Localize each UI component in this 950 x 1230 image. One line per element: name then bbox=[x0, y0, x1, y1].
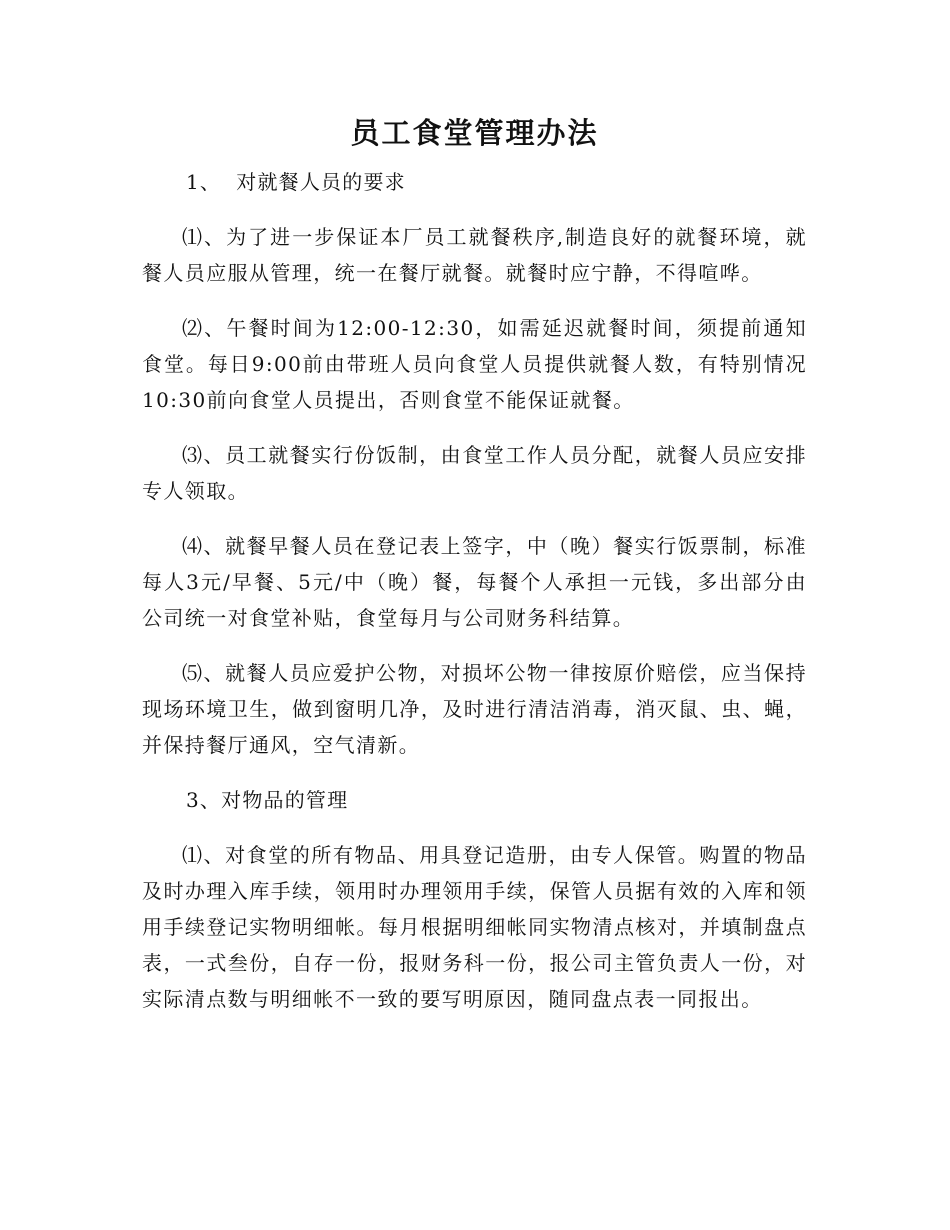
section-heading-dining-requirements: 1、 对就餐人员的要求 bbox=[186, 170, 406, 194]
paragraph-portion-system: ⑶、员工就餐实行份饭制，由食堂工作人员分配，就餐人员应安排专人领取。 bbox=[142, 443, 807, 503]
document-content bbox=[142, 112, 807, 1017]
document-title: 员工食堂管理办法 bbox=[350, 116, 599, 150]
paragraph-public-property: ⑸、就餐人员应爱护公物，对损坏公物一律按原价赔偿，应当保持现场环境卫生，做到窗明几净，及时进行清洁消毒，消灭鼠、虫、蝇，并保持餐厅通风，空气清新。 bbox=[142, 661, 807, 757]
paragraph-meal-ticket: ⑷、就餐早餐人员在登记表上签字，中（晚）餐实行饭票制，标准每人3元/早餐、5元/中（晚）餐，每餐个人承担一元钱，多出部分由公司统一对食堂补贴，食堂每月与公司财务科结算。 bbox=[142, 534, 807, 630]
paragraph-meal-time: ⑵、午餐时间为12:00-12:30，如需延迟就餐时间，须提前通知食堂。每日9:00前由带班人员向食堂人员提供就餐人数，有特别情况10:30前向食堂人员提出，否则食堂不能保证就餐。 bbox=[142, 316, 807, 412]
section-heading-item-management: 3、对物品的管理 bbox=[186, 788, 349, 812]
paragraph-dining-order: ⑴、为了进一步保证本厂员工就餐秩序,制造良好的就餐环境，就餐人员应服从管理，统一在餐厅就餐。就餐时应宁静，不得喧哗。 bbox=[142, 225, 807, 285]
paragraph-item-registration: ⑴、对食堂的所有物品、用具登记造册，由专人保管。购置的物品及时办理入库手续，领用时办理领用手续，保管人员据有效的入库和领用手续登记实物明细帐。每月根据明细帐同实物清点核对，并填制盘点表，一式叁份，自存一份，报财务科一份，报公司主管负责人一份，对实际清点数与明细帐不一致的要写明原因，随同盘点表一同报出。 bbox=[142, 843, 807, 1011]
